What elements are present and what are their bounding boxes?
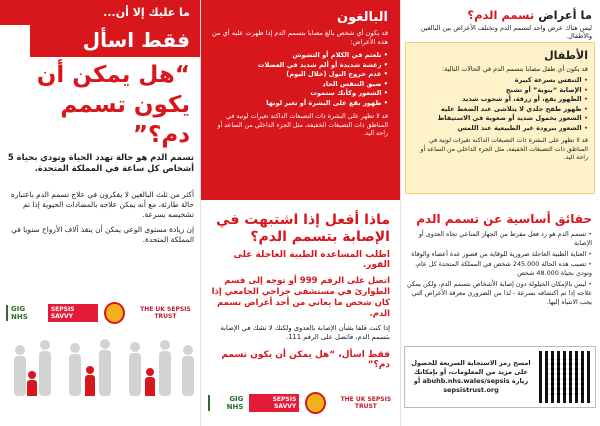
sepsis-savvy-logo: SEPSIS SAVVY [249, 394, 299, 412]
cover-panel [0, 0, 200, 426]
list-item: • التنفس بسرعة كبيرة [412, 76, 588, 86]
cover-paragraph-1: تسمم الدم هو حالة تهدد الحياة وتودي بحياة 5 أشخاص كل ساعة في المملكة المتحدة. [7, 152, 194, 173]
suspect-call-instructions: اتصل على الرقم 999 أو توجه إلى قسم الطوارئ في مستشفى جراحي الجامعي إذا كان شخص ما يعاني من أحد أعراض تسمم الدم. [211, 276, 390, 319]
list-item: • ضيق التنفس الحاد [208, 80, 388, 90]
children-symptom-list [412, 76, 588, 133]
facts-title: حقائق أساسية عن تسمم الدم [416, 212, 592, 226]
cover-banner-top: ما عليك إلا أن... [0, 0, 200, 25]
list-item: • العناية الطبية العاجلة ضرورية للوقاية من قصور عدة أعضاء والوفاة [404, 250, 592, 261]
adults-symptom-list [200, 51, 400, 108]
uk-sepsis-trust-logo: THE UK SEPSIS TRUST [340, 396, 392, 410]
qr-code-box [404, 346, 596, 408]
cover-banner-main: فقط اسأل [30, 25, 200, 57]
adults-title: البالغون [337, 10, 388, 25]
facts-panel [400, 200, 600, 426]
list-item: • الشعور بخمول شديد أو صعوبة في الاستيقاظ [412, 114, 588, 124]
symptoms-panel [400, 0, 600, 200]
crowd-illustration [0, 320, 200, 426]
list-item: • الشعور وكأنك ستموت [208, 89, 388, 99]
panel-divider [400, 0, 401, 426]
adults-panel [200, 0, 400, 200]
list-item: • ليس بالإمكان الحيلولة دون إصابة الأشخاص بتسمم الدم، ولكن يمكن علاجه إذا تم اكتشافه بسرعة - لذا من الضروري معرفة الأعراض التي يجب الانتباه إليها. [404, 280, 592, 308]
qr-code-text: امسح رمز الاستجابة السريعة للحصول على مزيد من المعلومات، أو بإمكانك زيارة abuhb.nhs.wales/sepsis أو sepsistrust.org [411, 359, 531, 394]
list-item: • ظهور طفح جلدي لا يتلاشى عند الضغط عليه [412, 105, 588, 115]
panel-divider [200, 0, 201, 426]
list-item: • رعشة شديدة أو ألم شديد في العضلات [208, 61, 388, 71]
children-skin-note: قد لا تظهر على البشرة ذات التصبغات الداكنة تغيرات لونية في المناطق ذات التصبغات الخفيفة، مثل الجزء الداخلي من الساعد أو راحة اليد. [420, 137, 588, 161]
suspect-just-ask: فقط اسأل، “هل يمكن أن يكون تسمم دم؟” [221, 350, 390, 370]
symptoms-title [400, 0, 600, 23]
list-item: • تلعثم في الكلام أو التشوش [208, 51, 388, 61]
cover-logos [6, 302, 200, 324]
children-title: الأطفال [544, 49, 588, 62]
list-item: • تصيب هذه الحالة 245.000 شخص في المملكة المتحدة كل عام، وتودي بحياة 48.000 شخص [404, 260, 592, 280]
middle-logos [208, 392, 400, 414]
suspect-panel [200, 200, 400, 426]
cover-paragraph-3: إن زيادة مستوى الوعي يمكن أن ينقذ آلاف الأرواح سنويا في المملكة المتحدة. [11, 225, 194, 244]
list-item: • ظهور بقع على البشرة أو تغير لونها [208, 99, 388, 109]
suspect-111-note: إذا كنت قلقا بشأن الإصابة بالعدوى ولكنك لا تشك في الإصابة بتسمم الدم، فاتصل على الرقم 111. [220, 324, 390, 341]
list-item: • الظهور بقع، أو زرقة، أو شحوب شديد [412, 95, 588, 105]
sepsis-savvy-emblem-icon [305, 392, 325, 414]
qr-code-icon[interactable] [539, 351, 591, 403]
list-item: • الإصابة “بنوبة” أو تشنج [412, 86, 588, 96]
facts-list [400, 230, 600, 308]
sepsis-savvy-logo: SEPSIS SAVVY [48, 304, 98, 322]
list-item: • تسمم الدم هو رد فعل مفرط من الجهاز المناعي تجاه العدوى أو الإصابة [404, 230, 592, 250]
list-item: • الشعور ببرودة غير الطبيعية عند اللمس [412, 124, 588, 134]
cover-paragraph-2: أكثر من ثلث البالغين لا يفكرون في علاج تسمم الدم باعتباره حالة طارئة، مع أنه يمكن علاجه بالمضادات الحيوية إذا تم تشخيصه بسرعة. [10, 190, 194, 219]
suspect-subtitle: اطلب المساعدة الطبية العاجلة على الفور. [233, 250, 390, 270]
adults-intro: قد يكون أي شخص بالغ مصابا بتسمم الدم إذا ظهرت عليه أي من هذه الأعراض: [211, 29, 388, 46]
cover-quote: “هل يمكن أن يكون تسمم دم؟” [36, 62, 190, 148]
gig-nhs-logo: GIG NHS [208, 395, 243, 411]
symptoms-title-highlight: تسمم الدم؟ [467, 8, 535, 22]
symptoms-lead: ليس هناك عرض واحد لتسمم الدم وتختلف الأعراض بين البالغين والأطفال. [420, 24, 592, 40]
sepsis-savvy-emblem-icon [104, 302, 125, 324]
children-box [405, 42, 595, 194]
uk-sepsis-trust-logo: THE UK SEPSIS TRUST [140, 306, 191, 320]
suspect-title: ماذا أفعل إذا اشتبهت في الإصابة بتسمم الدم؟ [216, 212, 390, 245]
symptoms-title-prefix: ما أعراض [538, 8, 592, 22]
adults-skin-note: قد لا تظهر على البشرة ذات التصبغات الداكنة تغيرات لونية في المناطق ذات التصبغات الخفيفة، مثل الجزء الداخلي من الساعد أو راحة اليد. [217, 113, 388, 137]
list-item: • عدم خروج البول (خلال اليوم) [208, 70, 388, 80]
children-intro: قد يكون أي طفل مصابا بتسمم الدم في الحالات التالية: [442, 65, 588, 73]
gig-nhs-logo: GIG NHS [6, 305, 42, 321]
